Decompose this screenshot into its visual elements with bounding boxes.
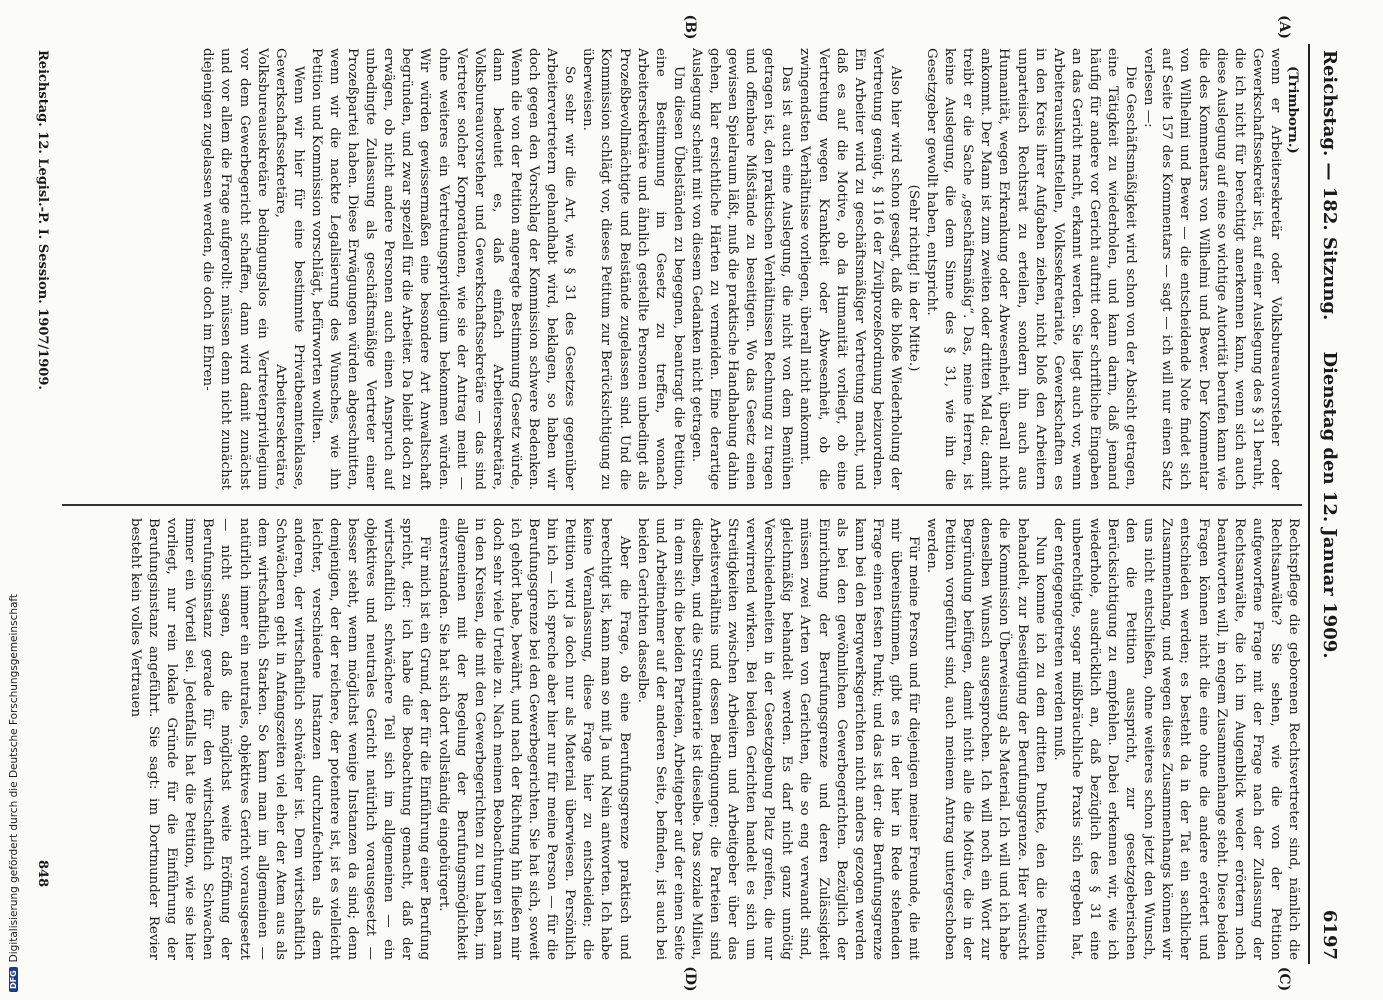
paragraph: So sehr wir die Art, wie § 31 des Gesetzes gegenüber Arbeitervertretern gehandhabt wird, beklagen, so haben wir doch gegen den Vorschlag der Kommission schwere Bedenken. Wenn die von der Petition angeregte Bestimmung Gesetz würde, dann bedeutet es, daß einfach Arbeitersekretäre, Volksbureauvorsteher und Gewerkschaftssekretäre — das sind Vertreter solcher Korporationen, wie sie der Antrag meint — ohne weiteres ein Vertretungsprivilegium bekommen würden. Wir würden gewissermaßen eine besondere Art Anwaltschaft begründen, und zwar speziell für die Arbeiter. Da bleibt doch zu erwägen, ob nicht andere Personen auch einen Anspruch auf unbedingte Zulassung als geschäftsmäßige Vertreter einer Prozeßpartei haben. Diese Erwägungen würden abgeschnitten, wenn wir die nackte Legalisierung des Wunsches, wie ihn Petition und Kommission vorschlägt, befürworten wollten. (308, 48, 578, 490)
footer-left: Reichstag. 12. Legisl.-P. I. Session. 1907/1909. (35, 50, 50, 390)
paragraph: Wenn wir hier für eine bestimmte Privatbeamtenklasse, Gewerkschaftssekretäre, Arbeitersekretäre, Volksbureausekretäre bedingungslos ein Vertreterprivilegium vor dem Gewerbegericht schaffen, dann wird damit zunächst und vor allem die Frage aufgerollt: müssen denn nicht zunächst diejenigen zugelassen werden, die doch im Ehren- (200, 48, 306, 490)
right-column (52, 518, 1302, 960)
paragraph: Für mich ist ein Grund, der für die Einführung einer Berufung spricht, der: ich habe die Beobachtung gemacht, daß der wirtschaftlich schwächere Teil sich im allgemeinen — ein objektives und neutrales Gericht natürlich vorausgesetzt — besser steht, wenn möglichst wenige Instanzen da sind; denn demjenigen, der der reichere, der potentere ist, ist es vielleicht leichter, verschiedene Instanzen durchzufechten als dem anderen, der wirtschaftlich schwächer ist. Dem wirtschaftlich Schwächeren geht in Anfangszeiten viel eher der Atem aus als dem wirtschaftlich Starken. So kann man im allgemeinen — natürlich immer ein neutrales, objektives Gericht vorausgesetzt — nicht sagen, daß die möglichst weite Eröffnung der Berufungsinstanz gerade für den wirtschaftlich Schwachen immer ein Vorteil sei. Jedenfalls hat die Petition, wie sie hier vorliegt, nur rein lokale Gründe für die Einführung der Berufungsinstanz angeführt. Sie sagt: im Dortmunder Revier besteht kein volles Vertrauen (128, 518, 433, 960)
margin-marker-d: (D) (682, 966, 698, 992)
left-column (52, 48, 1302, 490)
page-number: 6197 (1319, 909, 1340, 960)
page-header (1312, 40, 1346, 970)
header-date: Dienstag den 12. Januar 1909. (1319, 351, 1340, 659)
header-rule (1308, 44, 1310, 964)
paragraph: Um diesen Übelständen zu begegnen, beantragt die Petition, eine Bestimmung im Gesetz zu treffen, wonach Arbeitersekretäre und ähnlich gestellte Personen unbedingt als Prozeßbevollmächtigte und Beistände zugelassen sind. Und die Kommission schlägt vor, dieses Petitum zur Berücksichtigung zu überweisen. (580, 48, 686, 490)
rotated-page (35, 14, 1346, 992)
footer-sheet-number: 848 (35, 860, 50, 888)
margin-marker-b: (B) (682, 14, 698, 40)
paragraph: Aber die Frage, ob eine Berufungsgrenze praktisch und berechtigt ist, kann man so mit Ja und Nein antworten. Ich habe keine Veranlassung, diese Frage hier zu entscheiden; die Petition wird ja doch nur als Material überwiesen. Persönlich bin ich — ich spreche aber hier nur für meine Person — für die Berufungsgrenze bei den Gewerbegerichten. Sie hat sich, soweit ich gehört habe, bewährt, und nach der Richtung hin fließen mir doch sehr viele Urteile zu. Nach meinen Beobachtungen ist man in den Kreisen, die mit den Gewerbegerichten zu tun haben, im allgemeinen mit der Regelung der Berufungsmöglichkeit einverstanden. Sie hat sich dort vollständig eingebürgert. (435, 518, 632, 960)
column-divider (62, 504, 1302, 506)
paragraph: Das ist auch eine Auslegung, die nicht von dem Bemühen getragen ist, den praktischen Verhältnissen Rechnung zu tragen und offenbare Mißstände zu beseitigen. Wo das Gesetz einen gewissen Spielraum läßt, muß die praktische Handhabung dahin gehen, klar ersichtliche Härten zu vermeiden. Eine derartige Auslegung scheint mit von diesem Gedanken nicht getragen. (688, 48, 795, 490)
header-left: Reichstag. — 182. Sitzung. (1319, 50, 1340, 321)
digitization-note-text: Digitalisierung gefördert durch die Deutsche Forschungsgemeinschaft (8, 593, 20, 963)
interjection: (Sehr richtig! in der Mitte.) (906, 184, 922, 372)
speaker-label: (Trimborn.) (1285, 66, 1301, 154)
paragraph: Rechtspflege die geborenen Rechtsvertreter sind, nämlich die Rechtsanwälte? Sie sehen, wie die von der Petition aufgeworfene Frage mit der Frage nach der Zulassung der Rechtsanwälte, die ich im Augenblick weder erörtern noch beantworten will, in engem Zusammenhange steht. Diese beiden Fragen können nicht die eine ohne die andere erörtert und entschieden werden; es besteht da in der Tat ein sachlicher Zusammenhang, und wegen dieses Zusammenhangs können wir uns nicht entschließen, ohne weiteres schon jetzt den Wunsch, den die Petition ausspricht, zur gesetzgeberischen Berücksichtigung zu empfehlen. Dabei erkennen wir, wie ich wiederhole, ausdrücklich an, daß bezüglich des § 31 eine unberechtigte, sogar mißbräuchliche Praxis sich ergeben hat, der entgegengetreten werden muß. (1050, 518, 1301, 960)
margin-marker-a: (A) (1276, 14, 1292, 40)
margin-marker-c: (C) (1276, 966, 1292, 992)
dfg-logo-icon: DFG (9, 967, 18, 992)
digitization-note (8, 2, 22, 992)
paragraph: Also hier wird schon gesagt, daß die bloße Wiederholung der Vertretung genügt, § 116 der Zivilprozeßordnung beizuordnen. Ein Arbeiter wird zu geschäftsmäßiger Vertretung macht, und daß es auf die Motive, ob da Humanität vorliegt, ob eine Vertretung wegen Krankheit oder Abwesenheit, ob die zwingendsten Verhältnisse vorliegen, überall nicht ankommt. (797, 48, 903, 490)
paragraph: wenn er Arbeitersekretär oder Volksbureauvorsteher oder Gewerkschaftssekretär ist, auf einer Auslegung des § 31 beruht, die ich nicht für berechtigt anerkennen kann, wenn sich auch diese Auslegung auf eine so wichtige Autorität berufen kann wie die des Kommentars von Wilhelmi und Bewer. Der Kommentar von Wilhelmi und Bewer — die entscheidende Note findet sich auf Seite 157 des Kommentars — sagt — ich will nur einen Satz verlesen —: (1141, 48, 1283, 490)
paragraph: Nun komme ich zu dem dritten Punkte, den die Petition behandelt, zur Beseitigung der Berufungsgrenze. Hier wünscht die Kommission Überweisung als Material. Ich will und ich habe denselben Wunsch ausgesprochen. Ich will noch ein Wort zur Begründung beifügen, damit nicht alle die Motive, die in der Petition vorgeführt sind, auch meinem Antrag untergeschoben werden. (924, 518, 1048, 960)
paragraph: Die Geschäftsmäßigkeit wird schon von der Absicht getragen, eine Tätigkeit zu wiederholen, und kann darin, daß jemand häufig für andere vor Gericht auftritt oder schriftliche Eingaben an das Gericht macht, erkannt werden. Sie liegt auch vor, wenn Arbeiterauskunftstellen, Volkssekretariate, Gewerkschaften es in den Kreis ihrer Aufgaben ziehen, nicht bloß den Arbeitern unparteiisch Rechtsrat zu erteilen, sondern ihn auch aus Humanität, wegen Erkrankung oder Abwesenheit, überall nicht ankommt. Der Mann ist zum zweiten oder dritten Mal da; damit treibt er die Sache „geschäftsmäßig“. Das, meine Herren, ist keine Auslegung, die dem Sinne des § 31, wie ihn die Gesetzgeber gewollt haben, entspricht. (924, 48, 1139, 490)
paragraph: Für meine Person und für diejenigen meiner Freunde, die mit mir übereinstimmen, gibt es in der hier in Rede stehenden Frage einen festen Punkt; und das ist der: die Berufungsgrenze kann bei den Bergwerksgerichten nicht anders gezogen werden als bei den gewöhnlichen Gewerbegerichten. Bezüglich der Einrichtung der Berufungsgrenze und deren Zulässigkeit müssen zwei Arten von Gerichten, die so eng verwandt sind, gleichmäßig behandelt werden. Es darf nicht ganz unnötig Verschiedenheiten in der Gesetzgebung Platz greifen, die nur verwirrend wirken. Bei beiden Gerichten handelt es sich um Streitigkeiten zwischen Arbeitern und Arbeitgeber über das Arbeitsverhältnis und dessen Bedingungen; die Parteien sind dieselben, und die Streitmaterie ist dieselbe. Das soziale Milieu, in dem sich die beiden Parteien, Arbeitgeber auf der einen Seite und Arbeitnehmer auf der anderen Seite, befinden, ist auch bei beiden Gerichten dasselbe. (634, 518, 922, 960)
